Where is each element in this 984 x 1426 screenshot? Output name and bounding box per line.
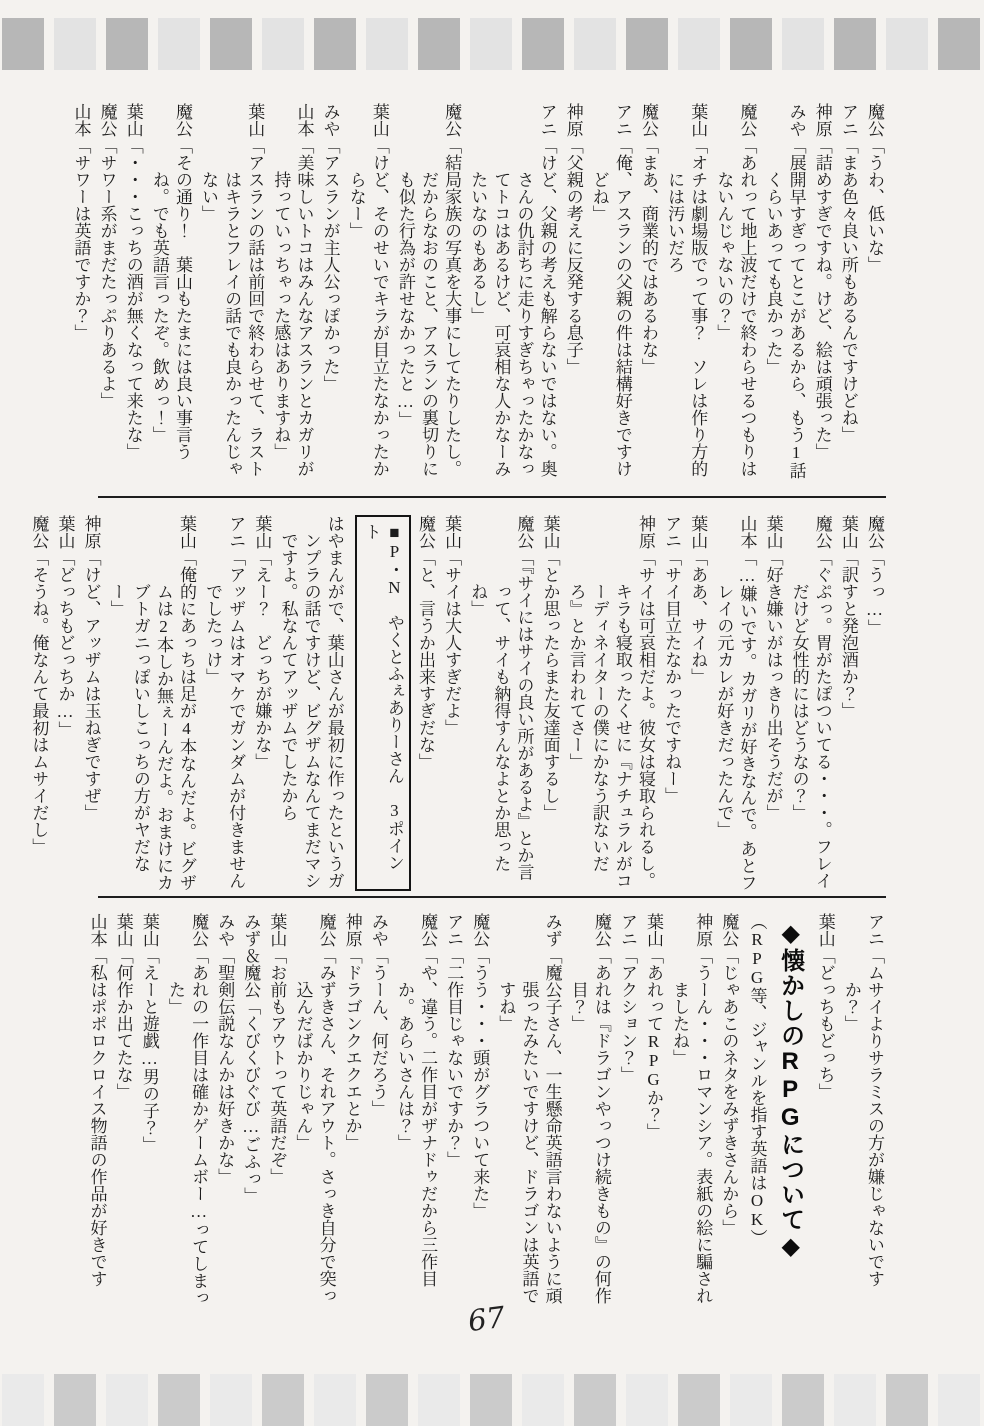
dialogue-line: 葉山「何作か出てたな」 <box>113 913 133 1100</box>
dialogue-line: 葉山「俺的にあっちは足が4本なんだよ。ビグザムは2本しか無ぇーんだよ。おまけにカブトガニっぽいしこっちの方がヤだなー」 <box>107 515 197 891</box>
dialogue-line: 魔公「『サイにはサイの良い所があるよ』とか言って、サイも納得すんなよとか思ったね」 <box>468 515 534 881</box>
dialogue-section-top <box>71 103 886 493</box>
border-square <box>730 1374 772 1426</box>
border-square <box>418 18 460 70</box>
dialogue-line: みや「聖剣伝説なんかは好きかな」 <box>215 913 235 1185</box>
dialogue-line: 神原「うーん・・・ロマンシア。表紙の絵に騙されましたね」 <box>670 913 713 1304</box>
dialogue-line: 神原「けど、アッザムは玉ねぎですぜ」 <box>81 515 101 821</box>
dialogue-line: 葉山「えー？ どっちが嫌かな」 <box>252 515 272 770</box>
dialogue-line: 魔公「あれって地上波だけで終わらせるつもりはないんじゃないの？」 <box>714 103 757 477</box>
border-square <box>262 1374 304 1426</box>
border-square <box>886 1374 928 1426</box>
border-square <box>782 18 824 70</box>
dialogue-line: アニ「ムサイよりサラミスの方が嫌じゃないですか？」 <box>841 913 884 1287</box>
border-square <box>54 18 96 70</box>
border-square <box>626 1374 668 1426</box>
bottom-checker-border <box>2 1374 980 1426</box>
dialogue-section-middle <box>29 515 886 891</box>
border-square <box>522 1374 564 1426</box>
dialogue-line: 葉山「とか思ったらまた友達面するし」 <box>540 515 560 821</box>
note-line: （RPG等、ジャンルを指す英語はOK） <box>747 913 767 1246</box>
border-square <box>210 1374 252 1426</box>
dialogue-line: 神原「ドラゴンクエクエとか」 <box>342 913 362 1151</box>
dialogue-line: 魔公「そうね。俺なんて最初はムサイだし」 <box>29 515 49 855</box>
border-square <box>886 18 928 70</box>
dialogue-line: 魔公「と、言うか出来すぎだな」 <box>416 515 436 770</box>
dialogue-line: 魔公「まあ、商業的ではあるわな」 <box>639 103 659 375</box>
section-divider-line <box>98 496 886 498</box>
border-square <box>522 18 564 70</box>
dialogue-line: みや「うーん、何だろう」 <box>368 913 388 1117</box>
border-square <box>2 1374 44 1426</box>
dialogue-line: 葉山「アスランの話は前回で終わらせて、ラストはキラとフレイの話でも良かったんじゃない」 <box>199 103 265 477</box>
dialogue-line: アニ「サイ目立たなかったですねー」 <box>662 515 682 804</box>
border-square <box>730 18 772 70</box>
border-square <box>366 1374 408 1426</box>
dialogue-section-bottom <box>87 913 886 1311</box>
page-number: 67 <box>466 1299 507 1339</box>
dialogue-line: みず＆魔公「くびくびぐび…ごふっ」 <box>241 913 261 1204</box>
dialogue-line: 魔公「あれは『ドラゴンやっつけ続きもの』の何作目？」 <box>568 913 611 1304</box>
border-square <box>210 18 252 70</box>
dialogue-line: みや「展開早すぎってとこがあるから、もう1話くらいあっても良かった」 <box>763 103 806 479</box>
dialogue-line: 神原「父親の考えに反発する息子」 <box>563 103 583 375</box>
dialogue-line: アニ「まあ色々良い所もあるんですけどね」 <box>838 103 858 443</box>
dialogue-line: みや「アスランが主人公っぽかった」 <box>320 103 340 392</box>
dialogue-line: 魔公「その通り！ 葉山もたまには良い事言うね。でも英語言ったぞ。飲めっ！」 <box>149 103 192 460</box>
border-square <box>678 1374 720 1426</box>
border-square <box>54 1374 96 1426</box>
border-square <box>834 1374 876 1426</box>
dialogue-line: みず「魔公子さん、一生懸命英語言わないように頑張ったみたいですけど、ドラゴンは英語ですね」 <box>496 913 562 1304</box>
dialogue-line: 魔公「みずきさん、それアウト。さっき自分で突っ込んだばかりじゃん」 <box>293 913 336 1304</box>
dialogue-line: 山本「…嫌いです。カガリが好きなんで。あとフレイの元カレが好きだったんで」 <box>714 515 757 891</box>
dialogue-line: アニ「けど、父親の考えも解らないではない。奥さんの仇討ちに走りすぎちゃったかなってトコはあるけど、可哀相な人かなーみたいなのもあるし」 <box>468 103 557 477</box>
dialogue-line: 神原「詰めすぎですね。けど、絵は頑張った」 <box>812 103 832 460</box>
border-square <box>782 1374 824 1426</box>
dialogue-line: アニ「俺、アスランの父親の件は結構好きですけどね」 <box>589 103 632 477</box>
border-square <box>418 1374 460 1426</box>
dialogue-line: 葉山「訳すと発泡酒か？」 <box>838 515 858 719</box>
dialogue-line: アニ「アッザムはオマケでガンダムが付きませんでしたっけ」 <box>203 515 246 889</box>
section-divider-line <box>98 896 886 898</box>
dialogue-line: 神原「サイは可哀相だよ。彼女は寝取られるし。キラも寝取ったくせに『ナチュラルがコーディネイターの僕にかなう訳ないだろ』とか言われてさー」 <box>566 515 656 889</box>
dialogue-line: 葉山「えーと遊戯…男の子？」 <box>139 913 159 1153</box>
dialogue-line: 魔公「じゃあこのネタをみずきさんから」 <box>719 913 739 1236</box>
plain-line: はやまんがで、葉山さんが最初に作ったというガンプラの話ですけど、ビグザムなんてまだマシですよ。私なんてアッザムでしたから <box>278 515 344 889</box>
dialogue-line: 魔公「サワー系がまだたっぷりあるよ」 <box>97 103 117 409</box>
dialogue-line: 山本「サワーは英語ですか？」 <box>71 103 91 341</box>
heading-line: ◆懐かしのRPGについて◆ <box>776 919 804 1261</box>
box-line: ■P・N やくとふぇありーさん 3ポイント <box>355 515 411 891</box>
dialogue-line: 葉山「お前もアウトって英語だぞ」 <box>267 913 287 1185</box>
border-square <box>2 18 44 70</box>
border-square <box>158 1374 200 1426</box>
border-square <box>314 18 356 70</box>
border-square <box>470 1374 512 1426</box>
border-square <box>106 1374 148 1426</box>
dialogue-line: 魔公「結局家族の写真を大事にしてたりしたし。だからなおのこと、アスランの裏切りにも似た行為が許せなかったと…」 <box>395 103 462 477</box>
dialogue-line: 葉山「・・・こっちの酒が無くなって来たな」 <box>123 103 143 460</box>
top-checker-border <box>2 18 980 70</box>
dialogue-line: 葉山「ああ、サイね」 <box>688 515 708 685</box>
dialogue-line: 魔公「うわ、低いな」 <box>865 103 884 273</box>
dialogue-line: 魔公「や、違う。二作目がザナドゥだから三作目か。あらいさんは？」 <box>394 913 438 1287</box>
dialogue-line: 葉山「けど、そのせいでキラが目立たなかったからなー」 <box>346 103 389 477</box>
dialogue-line: 魔公「ぐぷっ。胃がたぽついてる・・・。フレイだけど女性的にはどうなの？」 <box>789 515 832 889</box>
dialogue-line: アニ「二作目じゃないですか？」 <box>444 913 464 1168</box>
dialogue-line: 魔公「うう・・・頭がグラついて来た」 <box>470 913 490 1219</box>
dialogue-line: 葉山「サイは大人すぎだよ」 <box>442 515 462 736</box>
dialogue-line: 葉山「オチは劇場版でって事？ ソレは作り方的には汚いだろ <box>665 103 708 477</box>
dialogue-line: 葉山「どっちもどっちか…」 <box>55 515 75 738</box>
border-square <box>938 18 980 70</box>
border-square <box>106 18 148 70</box>
dialogue-line: 魔公「うっ…」 <box>865 515 884 636</box>
border-square <box>626 18 668 70</box>
border-square <box>678 18 720 70</box>
dialogue-line: 葉山「どっちもどっち」 <box>815 913 835 1100</box>
border-square <box>366 18 408 70</box>
dialogue-line: 葉山「あれってRPGか？」 <box>644 913 664 1140</box>
dialogue-line: 葉山「好き嫌いがはっきり出そうだが」 <box>763 515 783 821</box>
border-square <box>158 18 200 70</box>
border-square <box>574 1374 616 1426</box>
border-square <box>314 1374 356 1426</box>
border-square <box>262 18 304 70</box>
border-square <box>574 18 616 70</box>
border-square <box>938 1374 980 1426</box>
dialogue-line: 山本「私はポポロクロイス物語の作品が好きです <box>87 913 107 1287</box>
border-square <box>834 18 876 70</box>
dialogue-line: 魔公「あれの一作目は確かゲームボー…ってしまった」 <box>165 913 209 1306</box>
border-square <box>470 18 512 70</box>
dialogue-line: アニ「アクション？」 <box>617 913 637 1083</box>
dialogue-line: 山本「美味しいトコはみんなアスランとカガリが持っていっちゃった感はありますね」 <box>271 103 314 477</box>
